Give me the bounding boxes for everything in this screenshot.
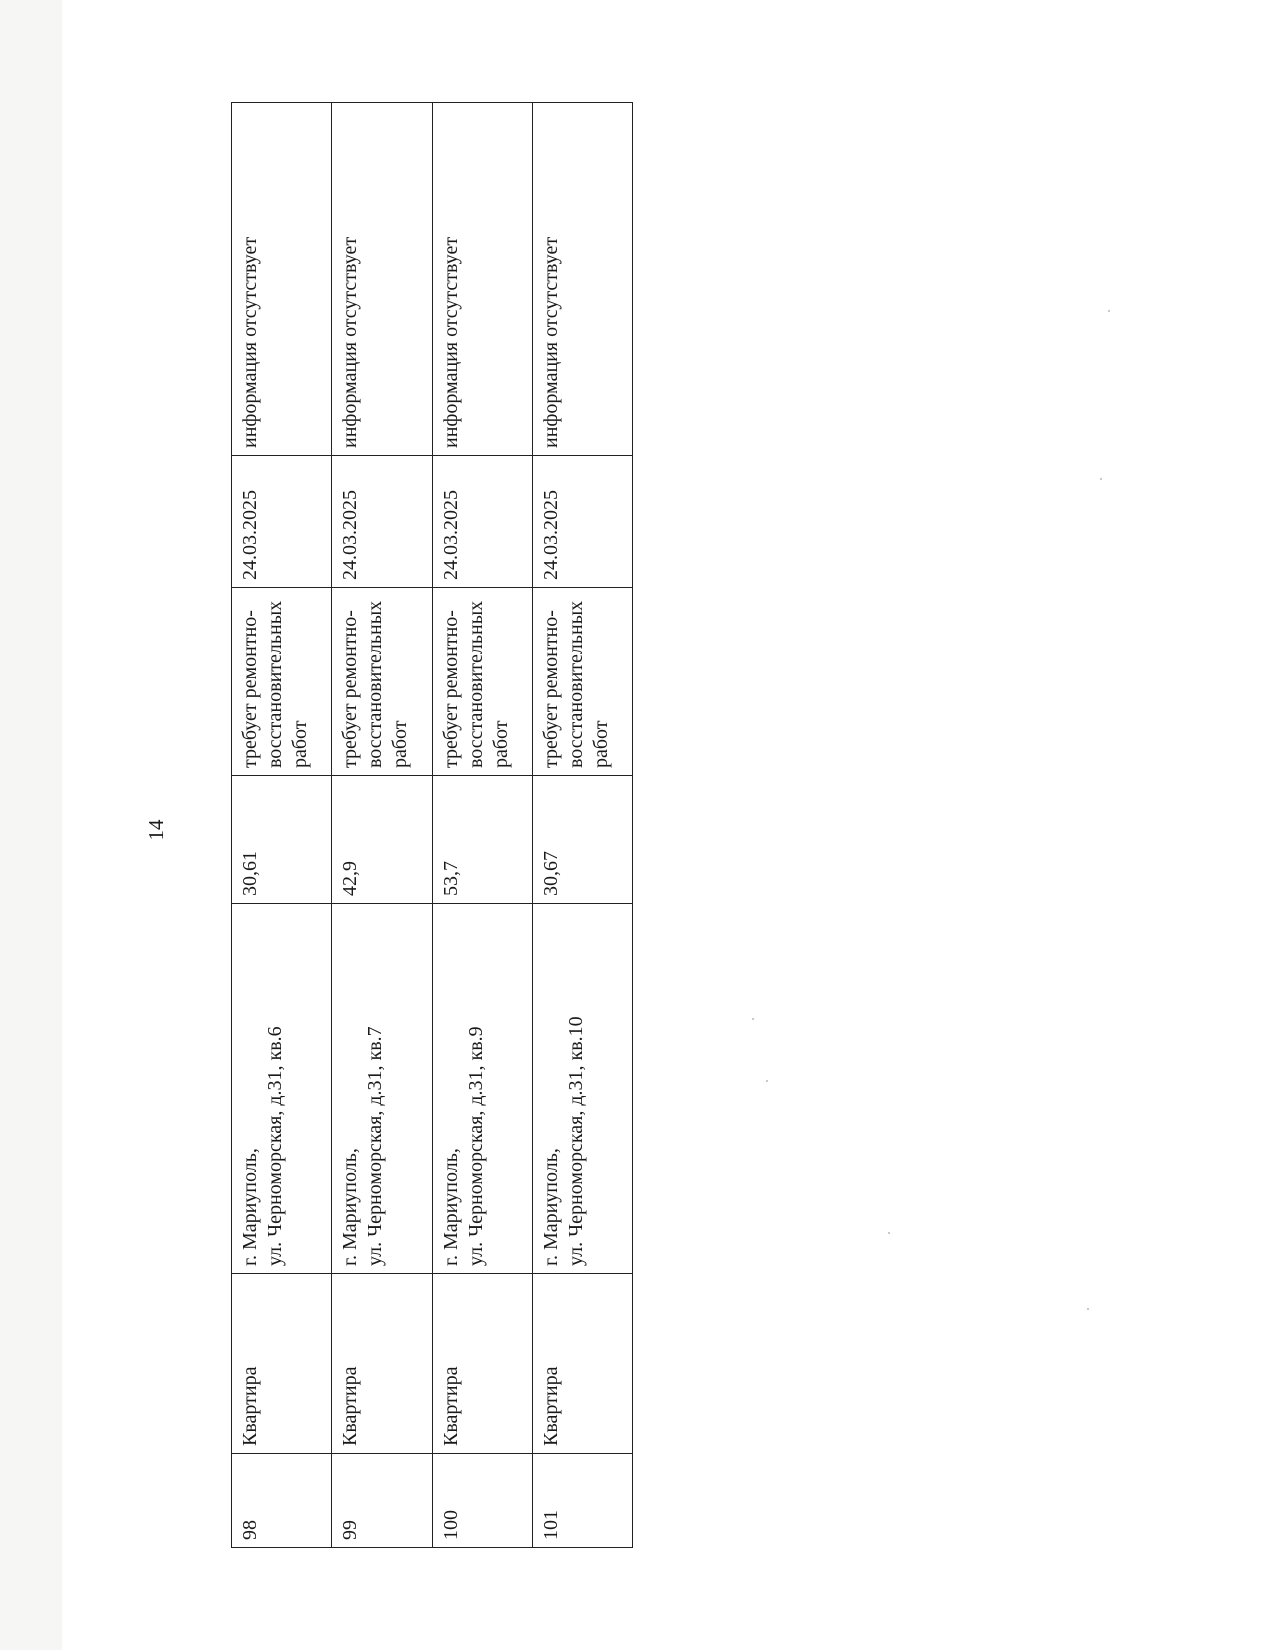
- area-cell: 30,61: [232, 776, 332, 904]
- condition-line: восстановительных: [264, 600, 286, 768]
- condition-cell: [332, 588, 432, 776]
- condition-line: работ: [489, 720, 512, 768]
- row-number-cell: 101: [532, 1454, 632, 1548]
- address-cell: [532, 904, 632, 1274]
- address-city: г. Мариуполь,: [239, 1148, 261, 1266]
- scan-speck: [766, 1080, 768, 1082]
- address-street: ул. Черноморская, д.31, кв.10: [564, 1016, 587, 1266]
- date-cell: 24.03.2025: [432, 456, 532, 588]
- date-cell: 24.03.2025: [332, 456, 432, 588]
- table-row: [432, 103, 532, 1548]
- table-row: [232, 103, 332, 1548]
- condition-line: требует ремонтно-: [439, 610, 462, 768]
- condition-cell: [532, 588, 632, 776]
- scan-margin-shadow: [0, 0, 62, 1650]
- row-number-cell: 100: [432, 1454, 532, 1548]
- property-type-cell: Квартира: [532, 1274, 632, 1454]
- property-type-cell: Квартира: [432, 1274, 532, 1454]
- condition-line: работ: [589, 720, 612, 768]
- area-cell: 53,7: [432, 776, 532, 904]
- address-city: г. Мариуполь,: [539, 1148, 562, 1266]
- table-frame: [231, 103, 633, 1548]
- address-city: г. Мариуполь,: [339, 1148, 362, 1266]
- condition-line: восстановительных: [364, 600, 387, 768]
- condition-line: требует ремонтно-: [339, 610, 362, 768]
- property-type-cell: Квартира: [332, 1274, 432, 1454]
- address-street: ул. Черноморская, д.31, кв.9: [464, 1026, 487, 1266]
- condition-cell: [232, 588, 332, 776]
- address-city: г. Мариуполь,: [439, 1148, 462, 1266]
- info-cell: информация отсутствует: [332, 103, 432, 456]
- table-row: [532, 103, 632, 1548]
- rotated-table-wrapper: [231, 103, 633, 1548]
- address-street: ул. Черноморская, д.31, кв.7: [364, 1026, 387, 1266]
- condition-line: восстановительных: [464, 600, 487, 768]
- property-registry-table: [231, 102, 633, 1548]
- page-number: 14: [144, 819, 168, 841]
- property-type-cell: Квартира: [232, 1274, 332, 1454]
- table-row: [332, 103, 432, 1548]
- date-cell: 24.03.2025: [232, 456, 332, 588]
- scan-speck: [1087, 1308, 1089, 1310]
- area-cell: 42,9: [332, 776, 432, 904]
- scan-speck: [1100, 478, 1102, 480]
- address-cell: [432, 904, 532, 1274]
- condition-line: работ: [389, 720, 412, 768]
- condition-line: восстановительных: [564, 600, 587, 768]
- info-cell: информация отсутствует: [532, 103, 632, 456]
- scan-speck: [1108, 310, 1110, 312]
- condition-cell: [432, 588, 532, 776]
- condition-line: требует ремонтно-: [539, 610, 562, 768]
- condition-line: требует ремонтно-: [239, 610, 261, 768]
- info-cell: информация отсутствует: [232, 103, 332, 456]
- address-cell: [232, 904, 332, 1274]
- address-street: ул. Черноморская, д.31, кв.6: [264, 1026, 286, 1266]
- date-cell: 24.03.2025: [532, 456, 632, 588]
- condition-line: работ: [289, 720, 311, 768]
- row-number-cell: 99: [332, 1454, 432, 1548]
- address-cell: [332, 904, 432, 1274]
- info-cell: информация отсутствует: [432, 103, 532, 456]
- row-number-cell: 98: [232, 1454, 332, 1548]
- scan-speck: [888, 1232, 890, 1234]
- scan-speck: [752, 1018, 754, 1020]
- area-cell: 30,67: [532, 776, 632, 904]
